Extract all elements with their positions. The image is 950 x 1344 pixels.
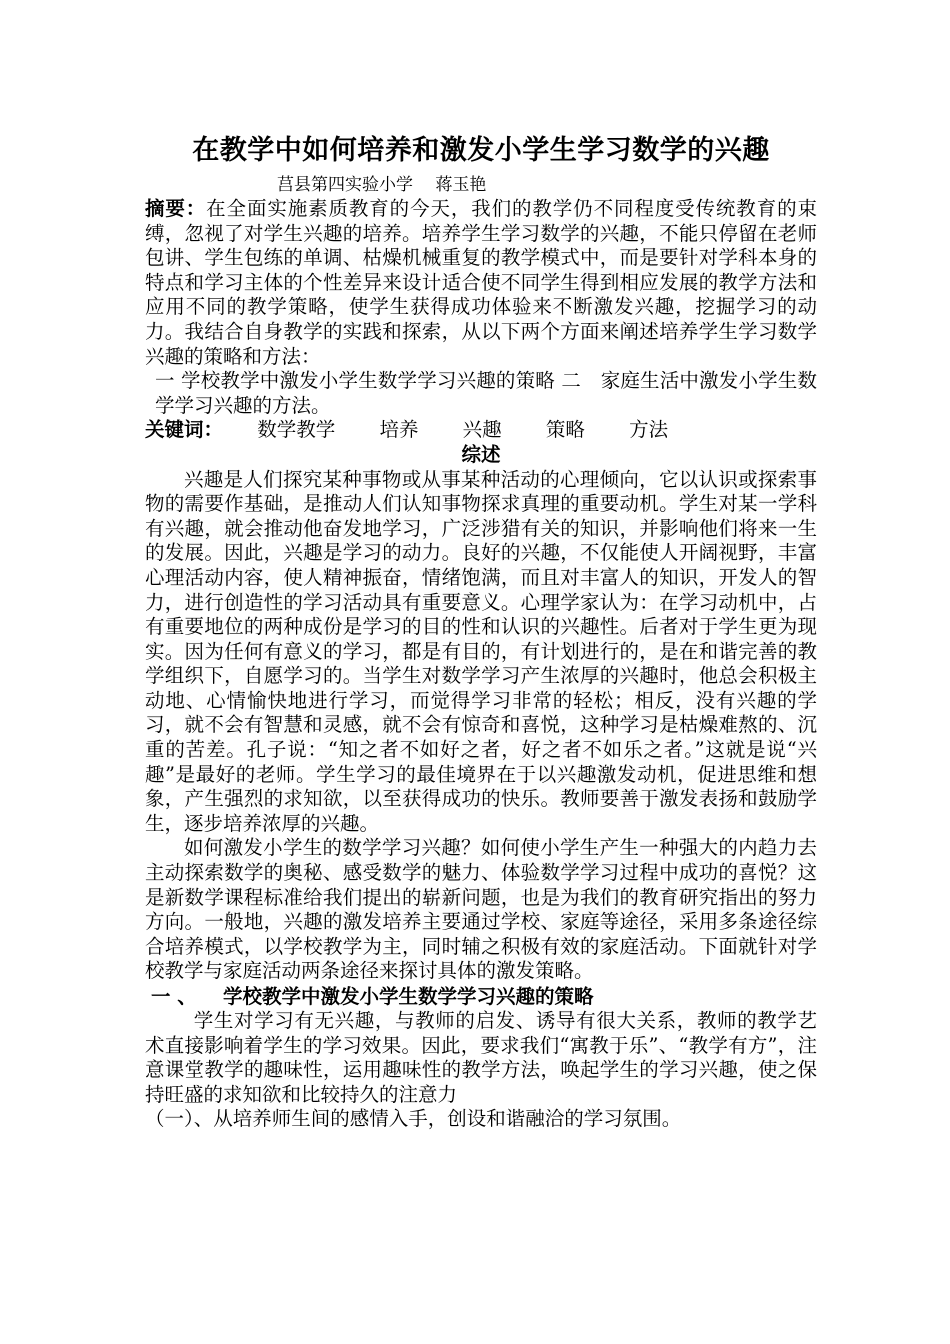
section-1-paragraph-1: 学生对学习有无兴趣，与教师的启发、诱导有很大关系，教师的教学艺术直接影响着学生的学习效果。因此，要求我们“寓教于乐”、“教学有方”，注意课堂教学的趣味性，运用趣味性的教学方法，唤起学生的学习兴趣，使之保持旺盛的求知欲和比较持久的注意力 <box>145 1009 817 1106</box>
overview-paragraph-2: 如何激发小学生的数学学习兴趣？如何使小学生产生一种强大的内趋力去主动探索数学的奥秘、感受数学的魅力、体验数学学习过程中成功的喜悦？这是新数学课程标准给我们提出的崭新问题，也是为我们的教育研究指出的努力方向。一般地，兴趣的激发培养主要通过学校、家庭等途径，采用多条途径综合培养模式，以学校教学为主，同时辅之积极有效的家庭活动。下面就针对学校教学与家庭活动两条途径来探讨具体的激发策略。 <box>145 836 817 983</box>
abstract-text: 在全面实施素质教育的今天，我们的教学仍不同程度受传统教育的束缚，忽视了对学生兴趣的培养。培养学生学习数学的兴趣，不能只停留在老师包讲、学生包练的单调、枯燥机械重复的教学模式中，而是要针对学科本身的特点和学习主体的个性差异来设计适合使不同学生得到相应发展的教学方法和应用不同的教学策略，使学生获得成功体验来不断激发兴趣，挖掘学习的动力。我结合自身教学的实践和探索，从以下两个方面来阐述培养学生学习数学兴趣的策略和方法： <box>145 197 817 368</box>
keyword: 培养 <box>379 418 419 442</box>
subsection-1-heading: （一）、从培养师生间的感情入手，创设和谐融洽的学习氛围。 <box>145 1107 682 1131</box>
section-1-title: 学校教学中激发小学生数学学习兴趣的策略 <box>223 985 594 1008</box>
overview-heading: 综述 <box>461 442 501 466</box>
section-1-number: 一 、 <box>151 985 197 1008</box>
author-line: 莒县第四实验小学 蒋玉艳 <box>277 175 487 195</box>
page-title: 在教学中如何培养和激发小学生学习数学的兴趣 <box>192 135 770 166</box>
abstract-label: 摘要： <box>145 197 207 220</box>
overview-paragraph-1: 兴趣是人们探究某种事物或从事某种活动的心理倾向，它以认识或探索事物的需要作基础，是推动人们认知事物探求真理的重要动机。学生对某一学科有兴趣，就会推动他奋发地学习，广泛涉猎有关的知识，并影响他们将来一生的发展。因此，兴趣是学习的动力。良好的兴趣，不仅能使人开阔视野，丰富心理活动内容，使人精神振奋，情绪饱满，而且对丰富人的知识，开发人的智力，进行创造性的学习活动具有重要意义。心理学家认为：在学习动机中，占有重要地位的两种成份是学习的目的性和认识的兴趣性。后者对于学生更为现实。因为任何有意义的学习，都是有目的，有计划进行的，是在和谐完善的教学组织下，自愿学习的。当学生对数学学习产生浓厚的兴趣时，他总会积极主动地、心情愉快地进行学习，而觉得学习非常的轻松；相反，没有兴趣的学习，就不会有智慧和灵感，就不会有惊奇和喜悦，这种学习是枯燥难熬的、沉重的苦差。孔子说：“知之者不如好之者，好之者不如乐之者。”这就是说“兴趣”是最好的老师。学生学习的最佳境界在于以兴趣激发动机，促进思维和想象，产生强烈的求知欲，以至获得成功的快乐。教师要善于激发表扬和鼓励学生，逐步培养浓厚的兴趣。 <box>145 467 817 835</box>
keyword: 策略 <box>545 418 585 442</box>
keyword: 方法 <box>629 418 669 442</box>
abstract-outline: 一 学校教学中激发小学生数学学习兴趣的策略 二 家庭生活中激发小学生数学学习兴趣的方法。 <box>155 369 817 417</box>
keyword: 数学教学 <box>257 418 336 442</box>
abstract <box>145 197 817 369</box>
keywords-row <box>145 418 817 443</box>
keyword: 兴趣 <box>462 418 502 442</box>
keywords-label: 关键词： <box>145 418 224 442</box>
document-body <box>145 133 817 1132</box>
section-1-heading <box>145 984 817 1009</box>
